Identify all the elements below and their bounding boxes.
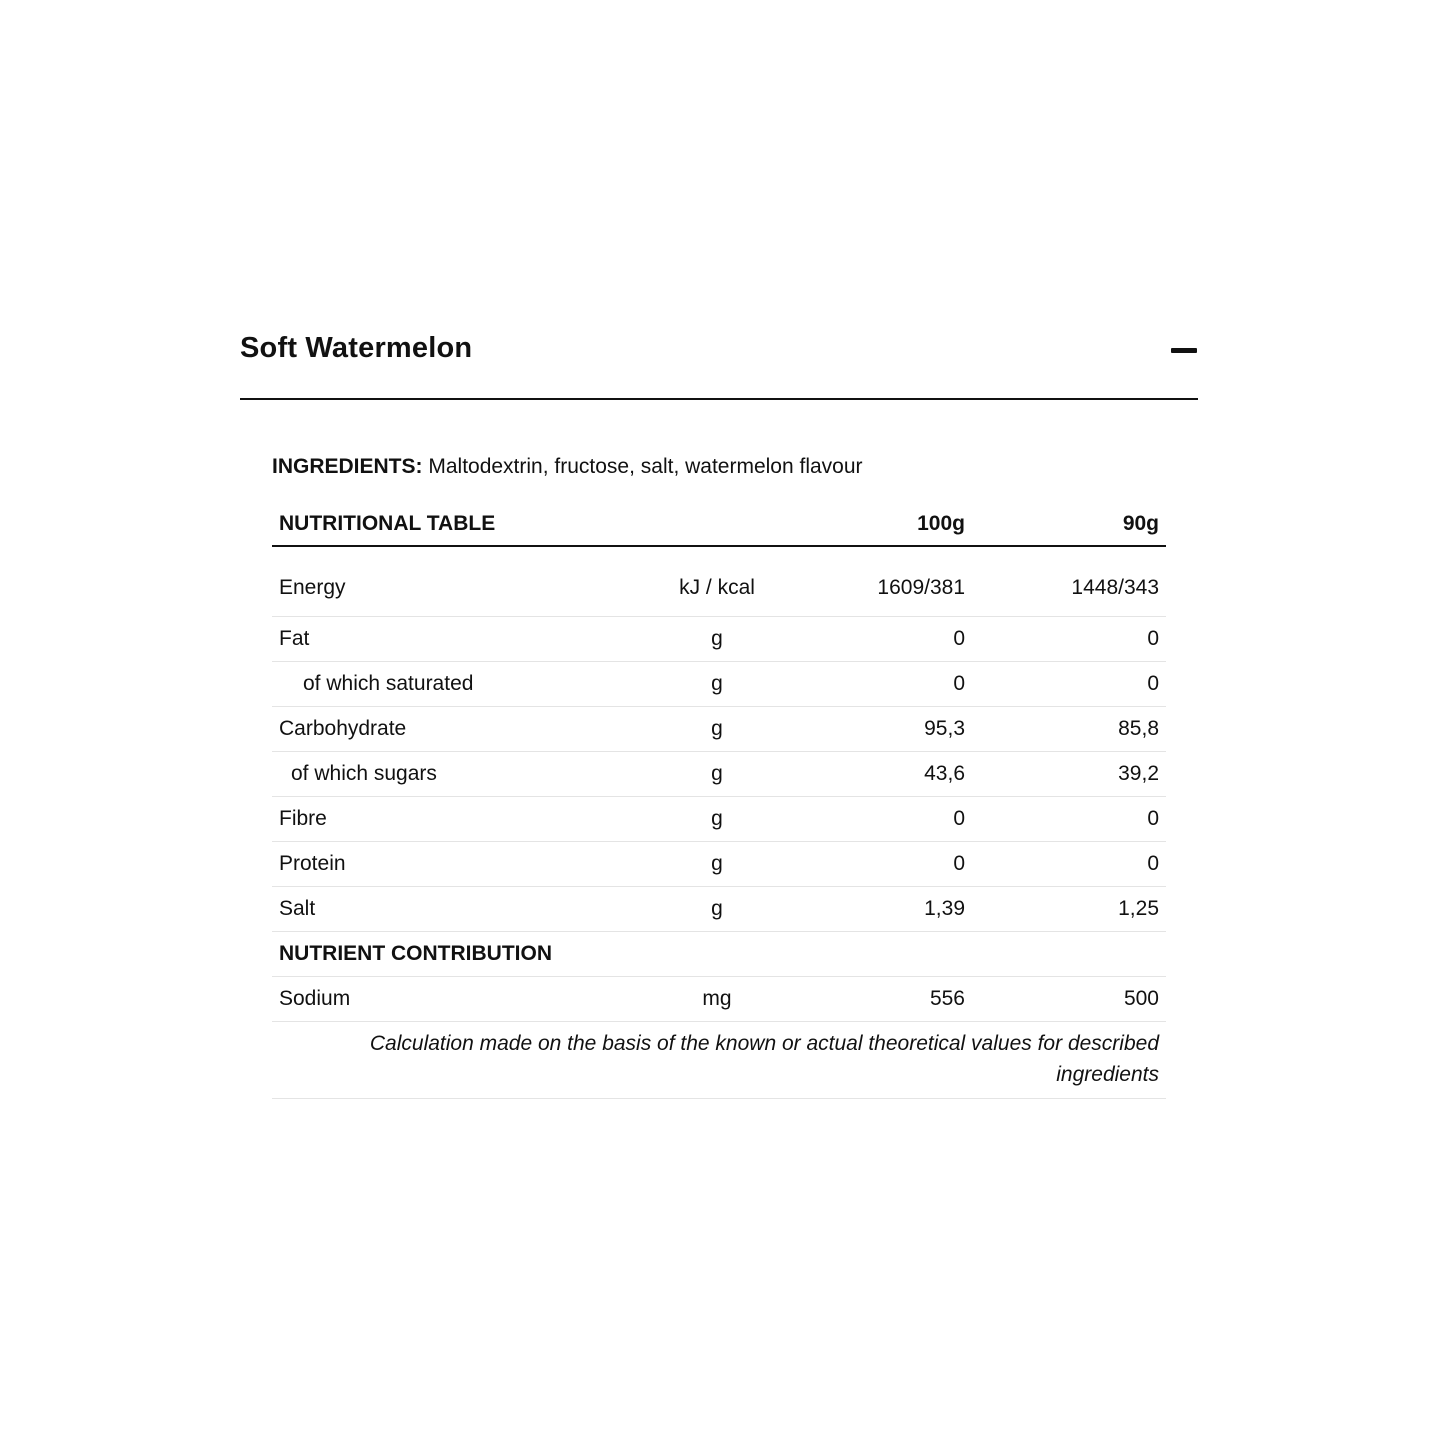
accordion-panel bbox=[272, 446, 1166, 1099]
nutrient-name: Carbohydrate bbox=[272, 707, 652, 752]
header-100g: 100g bbox=[792, 503, 972, 546]
nutrient-contribution-heading: NUTRIENT CONTRIBUTION bbox=[272, 932, 1166, 977]
nutrient-name: Fibre bbox=[272, 797, 652, 842]
calculation-note: Calculation made on the basis of the known or actual theoretical values for described ingredients bbox=[272, 1022, 1166, 1099]
nutrient-name: Sodium bbox=[272, 977, 652, 1022]
value-100g: 0 bbox=[792, 662, 972, 707]
value-90g: 500 bbox=[972, 977, 1166, 1022]
nutrient-name: Fat bbox=[272, 617, 652, 662]
table-row bbox=[272, 977, 1166, 1022]
nutrient-unit: g bbox=[652, 662, 792, 707]
value-100g: 0 bbox=[792, 617, 972, 662]
table-row bbox=[272, 797, 1166, 842]
nutritional-table bbox=[272, 503, 1166, 1099]
nutrient-name: Salt bbox=[272, 887, 652, 932]
header-nutritional-table: NUTRITIONAL TABLE bbox=[272, 503, 652, 546]
ingredients-line bbox=[272, 446, 1166, 488]
table-header-row bbox=[272, 503, 1166, 546]
table-row bbox=[272, 546, 1166, 617]
value-90g: 0 bbox=[972, 662, 1166, 707]
nutrient-unit: kJ / kcal bbox=[652, 546, 792, 617]
nutrient-unit: g bbox=[652, 707, 792, 752]
table-row bbox=[272, 617, 1166, 662]
minus-icon[interactable] bbox=[1170, 340, 1198, 360]
value-100g: 43,6 bbox=[792, 752, 972, 797]
value-100g: 0 bbox=[792, 842, 972, 887]
value-90g: 1448/343 bbox=[972, 546, 1166, 617]
value-100g: 95,3 bbox=[792, 707, 972, 752]
value-90g: 85,8 bbox=[972, 707, 1166, 752]
value-100g: 1,39 bbox=[792, 887, 972, 932]
value-90g: 0 bbox=[972, 797, 1166, 842]
nutrient-unit: g bbox=[652, 797, 792, 842]
value-100g: 556 bbox=[792, 977, 972, 1022]
nutrient-name: Protein bbox=[272, 842, 652, 887]
nutrient-unit: mg bbox=[652, 977, 792, 1022]
accordion-title: Soft Watermelon bbox=[240, 332, 473, 364]
ingredients-text: Maltodextrin, fructose, salt, watermelon flavour bbox=[422, 455, 863, 478]
nutrient-name: Energy bbox=[272, 546, 652, 617]
minus-icon-bar bbox=[1171, 348, 1197, 353]
nutrient-name: of which sugars bbox=[272, 752, 652, 797]
section-row bbox=[272, 932, 1166, 977]
header-90g: 90g bbox=[972, 503, 1166, 546]
value-100g: 1609/381 bbox=[792, 546, 972, 617]
table-row bbox=[272, 707, 1166, 752]
value-90g: 1,25 bbox=[972, 887, 1166, 932]
product-accordion bbox=[240, 318, 1198, 400]
table-row bbox=[272, 842, 1166, 887]
table-row bbox=[272, 752, 1166, 797]
header-unit bbox=[652, 503, 792, 546]
value-90g: 0 bbox=[972, 617, 1166, 662]
nutrient-unit: g bbox=[652, 842, 792, 887]
accordion-header[interactable] bbox=[240, 318, 1198, 400]
value-100g: 0 bbox=[792, 797, 972, 842]
table-row bbox=[272, 662, 1166, 707]
nutrient-name: of which saturated bbox=[272, 662, 652, 707]
value-90g: 0 bbox=[972, 842, 1166, 887]
nutrient-unit: g bbox=[652, 617, 792, 662]
value-90g: 39,2 bbox=[972, 752, 1166, 797]
ingredients-label: INGREDIENTS: bbox=[272, 455, 423, 478]
nutrient-unit: g bbox=[652, 887, 792, 932]
nutrient-unit: g bbox=[652, 752, 792, 797]
note-row bbox=[272, 1022, 1166, 1099]
table-row bbox=[272, 887, 1166, 932]
